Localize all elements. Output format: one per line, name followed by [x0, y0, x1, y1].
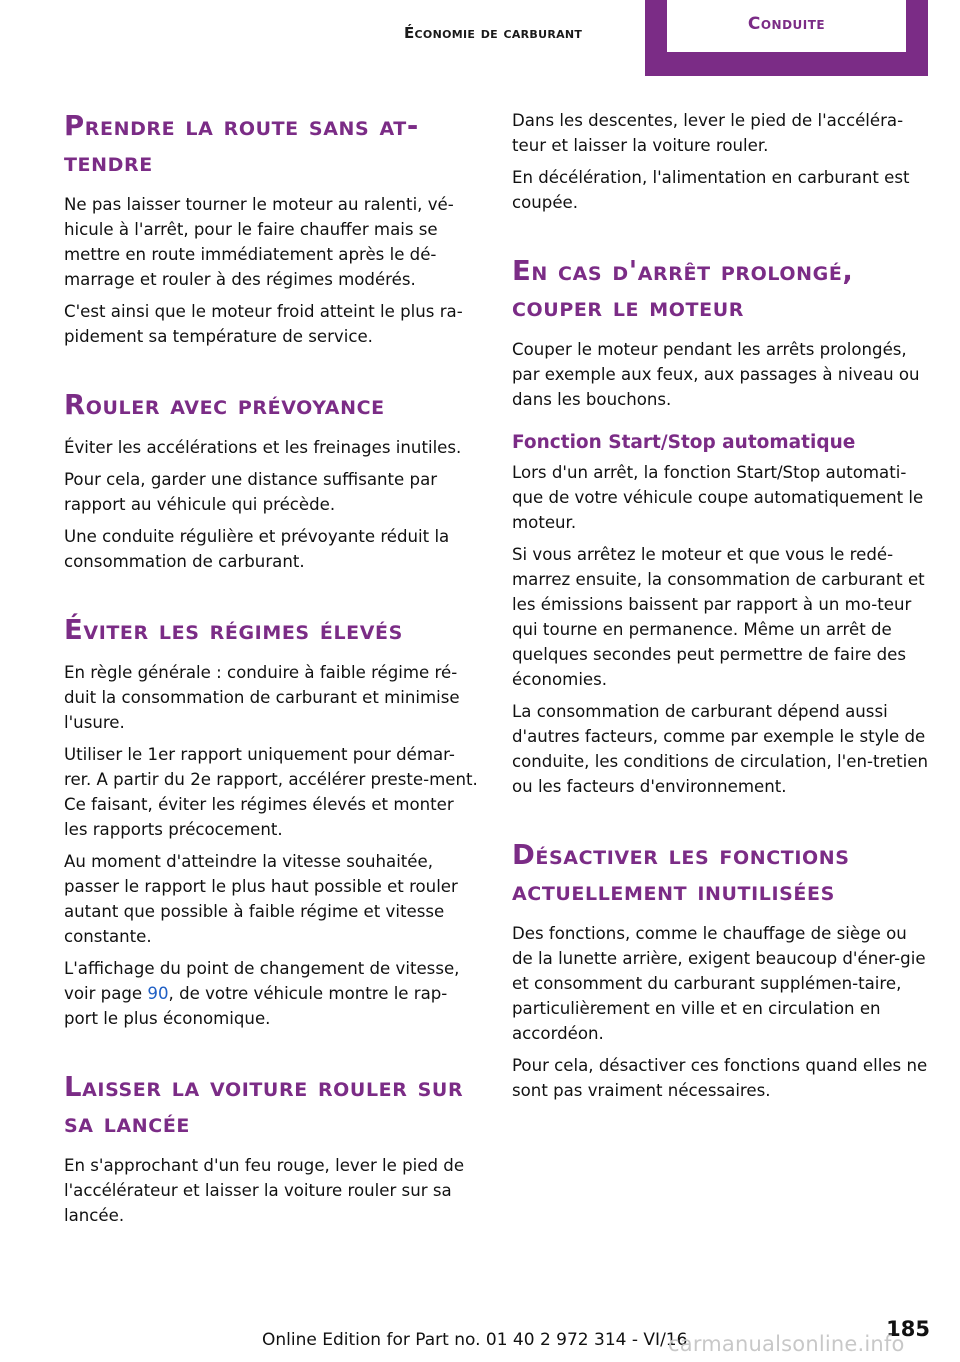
right-column: [512, 108, 928, 1110]
section-title-start-immediately: Prendre la route sans at-tendre: [64, 110, 419, 178]
paragraph: Couper le moteur pendant les arrêts prolongés, par exemple aux feux, aux passages à niveau ou dans les bouchons.: [512, 340, 920, 409]
text: L'affichage du point de changement de vitesse, voir page: [64, 959, 460, 1003]
paragraph: En s'approchant d'un feu rouge, lever le pied de l'accélérateur et laisser la voiture rouler sur sa lancée.: [64, 1156, 465, 1225]
page-number: 185: [886, 1317, 930, 1341]
section-title-coasting: Laisser la voiture rouler sur sa lancée: [64, 1071, 464, 1139]
subsection-title-start-stop: Fonction Start/Stop automatique: [512, 432, 856, 453]
paragraph: En règle générale : conduire à faible régime ré-duit la consommation de carburant et minimise l'usure.: [64, 663, 460, 732]
watermark: carmanualsonline.info: [668, 1332, 905, 1356]
paragraph: Pour cela, garder une distance suffisante par rapport au véhicule qui précède.: [64, 470, 438, 514]
footer-edition: Online Edition for Part no. 01 40 2 972 314 - VI/16: [262, 1330, 688, 1350]
page-reference-link[interactable]: 90: [147, 984, 169, 1003]
paragraph: Pour cela, désactiver ces fonctions quand elles ne sont pas vraiment nécessaires.: [512, 1056, 928, 1100]
paragraph: Lors d'un arrêt, la fonction Start/Stop automati-que de votre véhicule coupe automatiquement le moteur.: [512, 463, 924, 532]
paragraph: En décélération, l'alimentation en carburant est coupée.: [512, 168, 910, 212]
chapter-tab-label: Conduite: [667, 0, 906, 52]
section-title-switch-off-engine: En cas d'arrêt prolongé, couper le moteur: [512, 255, 854, 323]
section-title-disable-functions: Désactiver les fonctions actuellement inutilisées: [512, 839, 850, 907]
paragraph: Dans les descentes, lever le pied de l'accéléra-teur et laisser la voiture rouler.: [512, 111, 904, 155]
header-section-title: Économie de carburant: [404, 24, 583, 42]
text: , de votre véhicule montre le rap-port le plus économique.: [64, 984, 448, 1028]
paragraph: Éviter les accélérations et les freinages inutiles.: [64, 438, 462, 457]
chapter-tab[interactable]: [645, 0, 928, 76]
section-title-avoid-high-rpm: Éviter les régimes élevés: [64, 614, 403, 646]
left-column: [64, 108, 480, 1235]
paragraph: Une conduite régulière et prévoyante réduit la consommation de carburant.: [64, 527, 450, 571]
paragraph: C'est ainsi que le moteur froid atteint le plus ra-pidement sa température de service.: [64, 302, 463, 346]
paragraph: Au moment d'atteindre la vitesse souhaitée, passer le rapport le plus haut possible et rouler autant que possible à faible régime et vitesse constante.: [64, 852, 458, 946]
paragraph: Utiliser le 1er rapport uniquement pour démar-rer. A partir du 2e rapport, accélérer preste-ment. Ce faisant, éviter les régimes élevés et monter les rapports précocement.: [64, 745, 478, 839]
paragraph: Des fonctions, comme le chauffage de siège ou de la lunette arrière, exigent beaucoup d'éner-gie et consomment du carburant supplémen-taire, particulièrement en ville et en circulation en accordéon.: [512, 924, 926, 1043]
paragraph: Si vous arrêtez le moteur et que vous le redé-marrez ensuite, la consommation de carburant et les émissions baissent par rapport à un mo-teur qui tourne en permanence. Même un arrêt de quelques secondes peut permettre de faire des économies.: [512, 545, 925, 689]
paragraph-with-link: [64, 956, 480, 1031]
paragraph: La consommation de carburant dépend aussi d'autres facteurs, comme par exemple le style de conduite, les conditions de circulation, l'en-tretien ou les facteurs d'environnement.: [512, 702, 928, 796]
paragraph: Ne pas laisser tourner le moteur au ralenti, vé-hicule à l'arrêt, pour le faire chauffer mais se mettre en route immédiatement après le dé-marrage et rouler à des régimes modérés.: [64, 195, 454, 289]
section-title-anticipate: Rouler avec prévoyance: [64, 389, 385, 421]
